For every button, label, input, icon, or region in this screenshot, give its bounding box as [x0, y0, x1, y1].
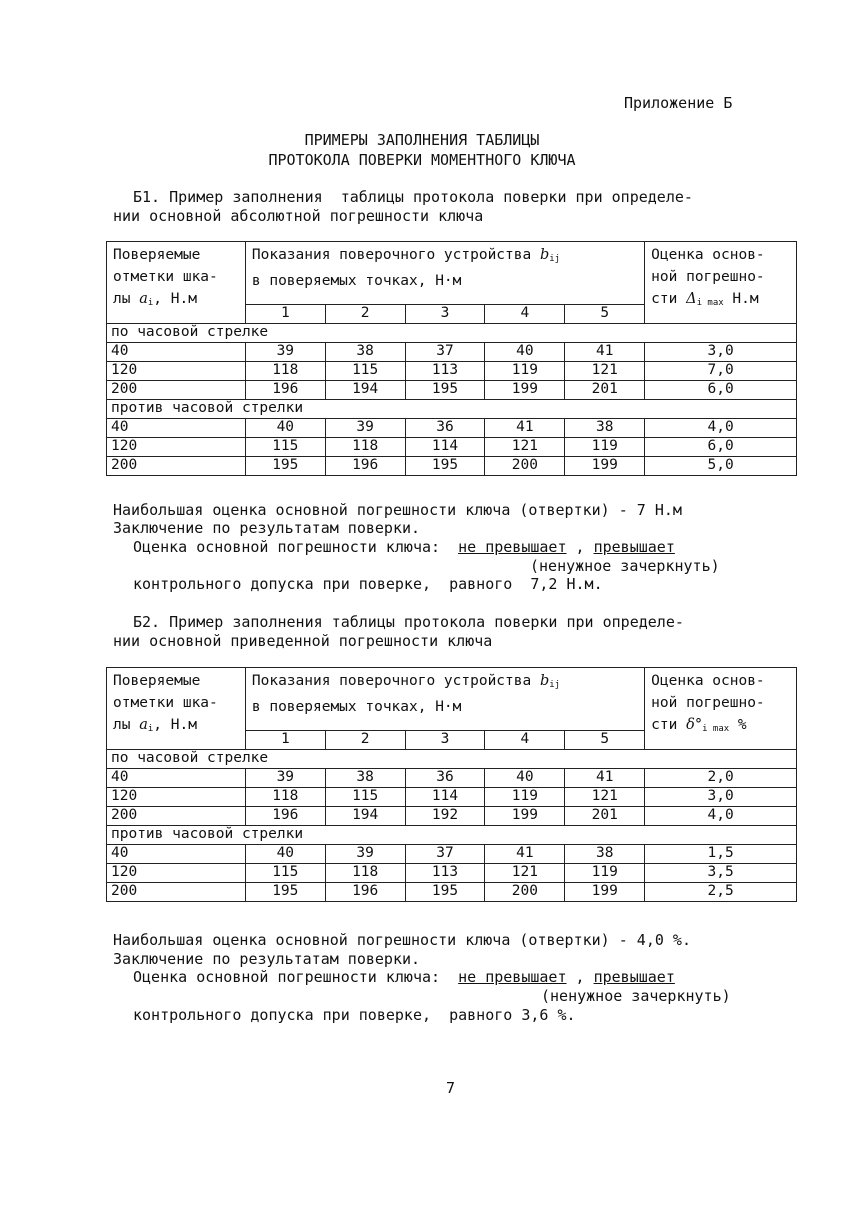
reading-cell: 195: [405, 381, 485, 400]
estimate-cell: 5,0: [645, 457, 797, 476]
b2-section-clockwise: по часовой стрелке: [107, 750, 797, 769]
reading-cell: 194: [325, 381, 405, 400]
reading-cell: 40: [485, 769, 565, 788]
reading-cell: 121: [565, 362, 645, 381]
reading-cell: 39: [325, 845, 405, 864]
scale-mark-cell: 40: [107, 845, 246, 864]
b1-heading-line2: нии основной абсолютной погрешности ключа: [113, 207, 484, 225]
reading-cell: 194: [325, 807, 405, 826]
b2-tolerance: контрольного допуска при поверке, равного 3,6 %.: [133, 1006, 576, 1024]
b1-table: [106, 241, 797, 476]
scale-mark-cell: 200: [107, 883, 246, 902]
b1-col-header-estimate: Оценка основ- ной погрешно- сти $\Delta_{i max}$ Н.м: [645, 242, 797, 324]
reading-cell: 121: [565, 788, 645, 807]
scale-mark-cell: 120: [107, 438, 246, 457]
b1-col-header-readings: Показания поверочного устройства $b_{ij}$ в поверяемых точках, Н·м: [245, 242, 644, 305]
b1-strike-note: (ненужное зачеркнуть): [530, 557, 720, 575]
reading-cell: 115: [325, 788, 405, 807]
b2-point-header: 5: [565, 731, 645, 750]
b1-point-header: 3: [405, 305, 485, 324]
reading-cell: 37: [405, 845, 485, 864]
b1-estimate-line: Оценка основной погрешности ключа: не превышает , превышает: [133, 538, 675, 556]
b1-section-counterclockwise: против часовой стрелки: [107, 400, 797, 419]
table-row: [107, 864, 797, 883]
appendix-label: Приложение Б: [624, 94, 733, 112]
reading-cell: 199: [485, 807, 565, 826]
reading-cell: 118: [325, 438, 405, 457]
b1-section-clockwise: по часовой стрелке: [107, 324, 797, 343]
reading-cell: 195: [245, 457, 325, 476]
table-row: [107, 883, 797, 902]
reading-cell: 40: [485, 343, 565, 362]
reading-cell: 38: [565, 419, 645, 438]
reading-cell: 113: [405, 864, 485, 883]
reading-cell: 121: [485, 438, 565, 457]
table-row: [107, 769, 797, 788]
reading-cell: 36: [405, 769, 485, 788]
b2-section-counterclockwise: против часовой стрелки: [107, 826, 797, 845]
reading-cell: 196: [245, 381, 325, 400]
table-row: [107, 419, 797, 438]
reading-cell: 200: [485, 457, 565, 476]
reading-cell: 38: [565, 845, 645, 864]
table-row: [107, 438, 797, 457]
b1-point-header: 2: [325, 305, 405, 324]
table-row: [107, 457, 797, 476]
b2-col-header-marks: Поверяемые отметки шка- лы $a_i$, Н.м: [107, 668, 246, 750]
reading-cell: 115: [325, 362, 405, 381]
reading-cell: 36: [405, 419, 485, 438]
reading-cell: 38: [325, 769, 405, 788]
reading-cell: 40: [245, 845, 325, 864]
reading-cell: 41: [485, 845, 565, 864]
reading-cell: 37: [405, 343, 485, 362]
reading-cell: 195: [405, 457, 485, 476]
reading-cell: 41: [565, 343, 645, 362]
page-title-line1: ПРИМЕРЫ ЗАПОЛНЕНИЯ ТАБЛИЦЫ: [304, 131, 540, 149]
reading-cell: 119: [565, 864, 645, 883]
reading-cell: 196: [245, 807, 325, 826]
b1-max-estimate: Наибольшая оценка основной погрешности ключа (отвертки) - 7 Н.м: [113, 501, 682, 519]
reading-cell: 114: [405, 438, 485, 457]
reading-cell: 118: [325, 864, 405, 883]
b2-max-estimate: Наибольшая оценка основной погрешности ключа (отвертки) - 4,0 %.: [113, 931, 691, 949]
b2-table: [106, 667, 797, 902]
b2-heading-line1: Б2. Пример заполнения таблицы протокола поверки при определе-: [133, 613, 684, 631]
reading-cell: 40: [245, 419, 325, 438]
b2-conclusion: Заключение по результатам поверки.: [113, 950, 421, 968]
scale-mark-cell: 40: [107, 343, 246, 362]
scale-mark-cell: 120: [107, 362, 246, 381]
b2-point-header: 4: [485, 731, 565, 750]
scale-mark-cell: 200: [107, 381, 246, 400]
reading-cell: 195: [245, 883, 325, 902]
table-row: [107, 788, 797, 807]
table-row: [107, 381, 797, 400]
page-title-line2: ПРОТОКОЛА ПОВЕРКИ МОМЕНТНОГО КЛЮЧА: [268, 151, 576, 169]
reading-cell: 114: [405, 788, 485, 807]
reading-cell: 41: [565, 769, 645, 788]
reading-cell: 199: [565, 457, 645, 476]
b2-col-header-readings: Показания поверочного устройства $b_{ij}$ в поверяемых точках, Н·м: [245, 668, 644, 731]
reading-cell: 115: [245, 864, 325, 883]
reading-cell: 113: [405, 362, 485, 381]
reading-cell: 119: [485, 362, 565, 381]
b1-point-header: 5: [565, 305, 645, 324]
estimate-cell: 7,0: [645, 362, 797, 381]
reading-cell: 119: [485, 788, 565, 807]
reading-cell: 41: [485, 419, 565, 438]
b2-point-header: 3: [405, 731, 485, 750]
scale-mark-cell: 40: [107, 419, 246, 438]
reading-cell: 196: [325, 457, 405, 476]
b1-point-header: 4: [485, 305, 565, 324]
reading-cell: 196: [325, 883, 405, 902]
reading-cell: 115: [245, 438, 325, 457]
reading-cell: 119: [565, 438, 645, 457]
estimate-cell: 6,0: [645, 438, 797, 457]
reading-cell: 192: [405, 807, 485, 826]
b1-tolerance: контрольного допуска при поверке, равного 7,2 Н.м.: [133, 575, 603, 593]
estimate-cell: 3,5: [645, 864, 797, 883]
b1-col-header-marks: Поверяемые отметки шка- лы $a_i$, Н.м: [107, 242, 246, 324]
estimate-cell: 4,0: [645, 807, 797, 826]
scale-mark-cell: 200: [107, 457, 246, 476]
b1-conclusion: Заключение по результатам поверки.: [113, 519, 421, 537]
scale-mark-cell: 120: [107, 864, 246, 883]
estimate-cell: 3,0: [645, 788, 797, 807]
reading-cell: 121: [485, 864, 565, 883]
reading-cell: 199: [485, 381, 565, 400]
page-number: 7: [446, 1079, 456, 1097]
b2-point-header: 2: [325, 731, 405, 750]
scale-mark-cell: 120: [107, 788, 246, 807]
estimate-cell: 4,0: [645, 419, 797, 438]
table-row: [107, 343, 797, 362]
table-row: [107, 362, 797, 381]
reading-cell: 39: [245, 769, 325, 788]
b1-point-header: 1: [245, 305, 325, 324]
b2-point-header: 1: [245, 731, 325, 750]
reading-cell: 39: [245, 343, 325, 362]
reading-cell: 118: [245, 788, 325, 807]
reading-cell: 39: [325, 419, 405, 438]
b1-heading-line1: Б1. Пример заполнения таблицы протокола поверки при определе-: [133, 188, 693, 206]
reading-cell: 201: [565, 381, 645, 400]
scale-mark-cell: 200: [107, 807, 246, 826]
reading-cell: 200: [485, 883, 565, 902]
b2-estimate-line: Оценка основной погрешности ключа: не превышает , превышает: [133, 968, 675, 986]
estimate-cell: 1,5: [645, 845, 797, 864]
reading-cell: 195: [405, 883, 485, 902]
b2-option-not-exceed: не превышает: [458, 968, 567, 986]
b1-option-exceed: превышает: [593, 538, 675, 556]
reading-cell: 199: [565, 883, 645, 902]
b2-strike-note: (ненужное зачеркнуть): [541, 987, 731, 1005]
estimate-cell: 3,0: [645, 343, 797, 362]
table-row: [107, 807, 797, 826]
b2-heading-line2: нии основной приведенной погрешности ключа: [113, 632, 493, 650]
estimate-cell: 2,5: [645, 883, 797, 902]
estimate-cell: 6,0: [645, 381, 797, 400]
b2-option-exceed: превышает: [593, 968, 675, 986]
reading-cell: 118: [245, 362, 325, 381]
estimate-cell: 2,0: [645, 769, 797, 788]
b2-col-header-estimate: Оценка основ- ной погрешно- сти $\delta^\circ_{i max}$ %: [645, 668, 797, 750]
reading-cell: 38: [325, 343, 405, 362]
table-row: [107, 845, 797, 864]
b1-option-not-exceed: не превышает: [458, 538, 567, 556]
reading-cell: 201: [565, 807, 645, 826]
scale-mark-cell: 40: [107, 769, 246, 788]
